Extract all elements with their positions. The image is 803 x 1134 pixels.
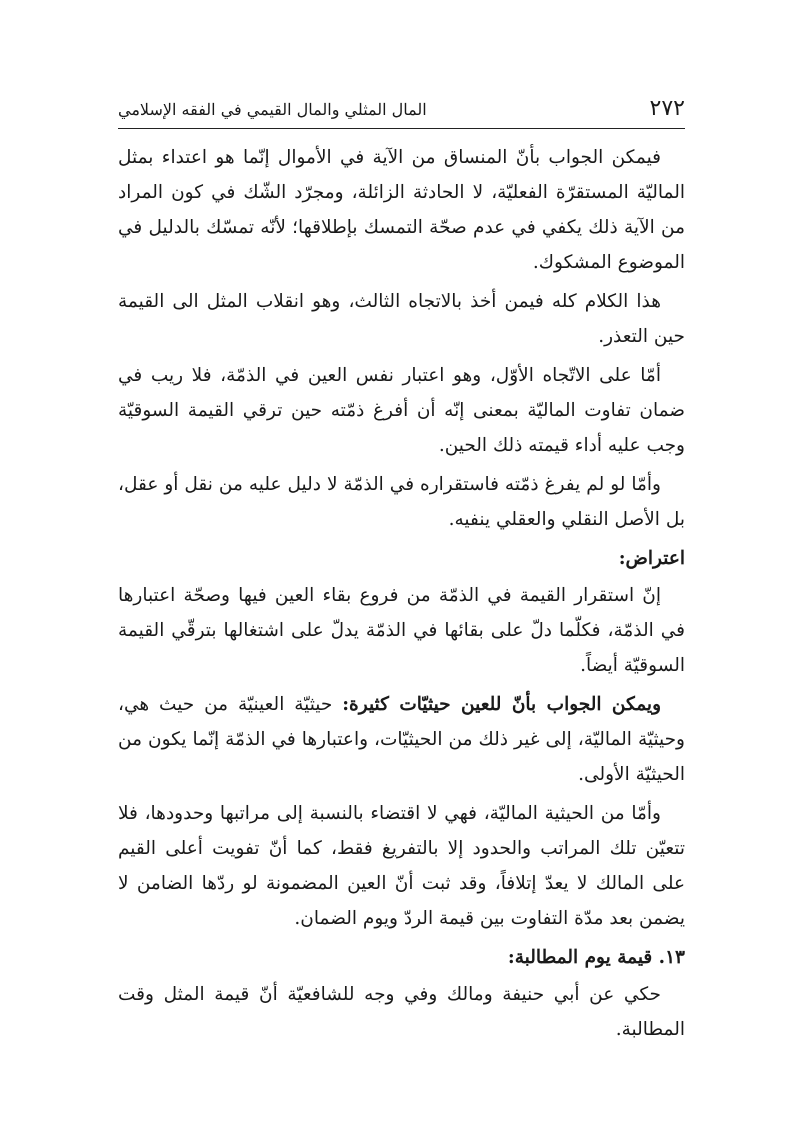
running-title: المال المثلي والمال القيمي في الفقه الإسلامي <box>118 100 427 119</box>
paragraph-7: وأمّا من الحيثية الماليّة، فهي لا اقتضاء بالنسبة إلى مراتبها وحدودها، فلا تتعيّن تلك المراتب والحدود إلا بالتفريغ فقط، كما أنّ تفويت أعلى القيم على المالك لا يعدّ إتلافاً، وقد ثبت أنّ العين المضمونة لو ردّها الضامن لا يضمن بعد مدّة التفاوت بين قيمة الردّ ويوم الضمان. <box>118 803 685 929</box>
objection-heading: اعتراض: <box>618 548 685 569</box>
paragraph-4: وأمّا لو لم يفرغ ذمّته فاستقراره في الذمّة لا دليل عليه من نقل أو عقل، بل الأصل النقلي والعقلي ينفيه. <box>118 474 685 530</box>
paragraph-6 <box>118 687 685 792</box>
paragraph-5: إنّ استقرار القيمة في الذمّة من فروع بقاء العين فيها وصحّة اعتبارها في الذمّة، فكلّما دلّ على بقائها في الذمّة يدلّ على اشتغالها بترقّي القيمة السوقيّة أيضاً. <box>118 585 685 676</box>
section-heading: ١٣. قيمة يوم المطالبة: <box>507 947 685 968</box>
page-header <box>118 86 685 124</box>
page-number: ٢٧٢ <box>649 96 685 121</box>
page-body <box>118 140 685 1051</box>
paragraph-1: فيمكن الجواب بأنّ المنساق من الآية في الأموال إنّما هو اعتداء بمثل الماليّة المستقرّة الفعليّة، لا الحادثة الزائلة، ومجرّد الشّك في كون المراد من الآية ذلك يكفي في عدم صحّة التمسك بإطلاقها؛ لأنّه تمسّك بالدليل في الموضوع المشكوك. <box>118 147 685 273</box>
answer-lead: ويمكن الجواب بأنّ للعين حيثيّات كثيرة: <box>342 694 661 715</box>
header-rule <box>118 128 685 129</box>
paragraph-3: أمّا على الاتّجاه الأوّل، وهو اعتبار نفس العين في الذمّة، فلا ريب في ضمان تفاوت الماليّة بمعنى إنّه أن أفرغ ذمّته حين ترقي القيمة السوقيّة وجب عليه أداء قيمته ذلك الحين. <box>118 365 685 456</box>
answer-text: حيثيّة العينيّة من حيث هي، وحيثيّة الماليّة، إلى غير ذلك من الحيثيّات، واعتبارها في الذمّة إنّما يكون من الحيثيّة الأولى. <box>118 694 685 785</box>
paragraph-8: حكي عن أبي حنيفة ومالك وفي وجه للشافعيّة أنّ قيمة المثل وقت المطالبة. <box>118 984 685 1040</box>
paragraph-2: هذا الكلام كله فيمن أخذ بالاتجاه الثالث، وهو انقلاب المثل الى القيمة حين التعذر. <box>118 291 685 347</box>
